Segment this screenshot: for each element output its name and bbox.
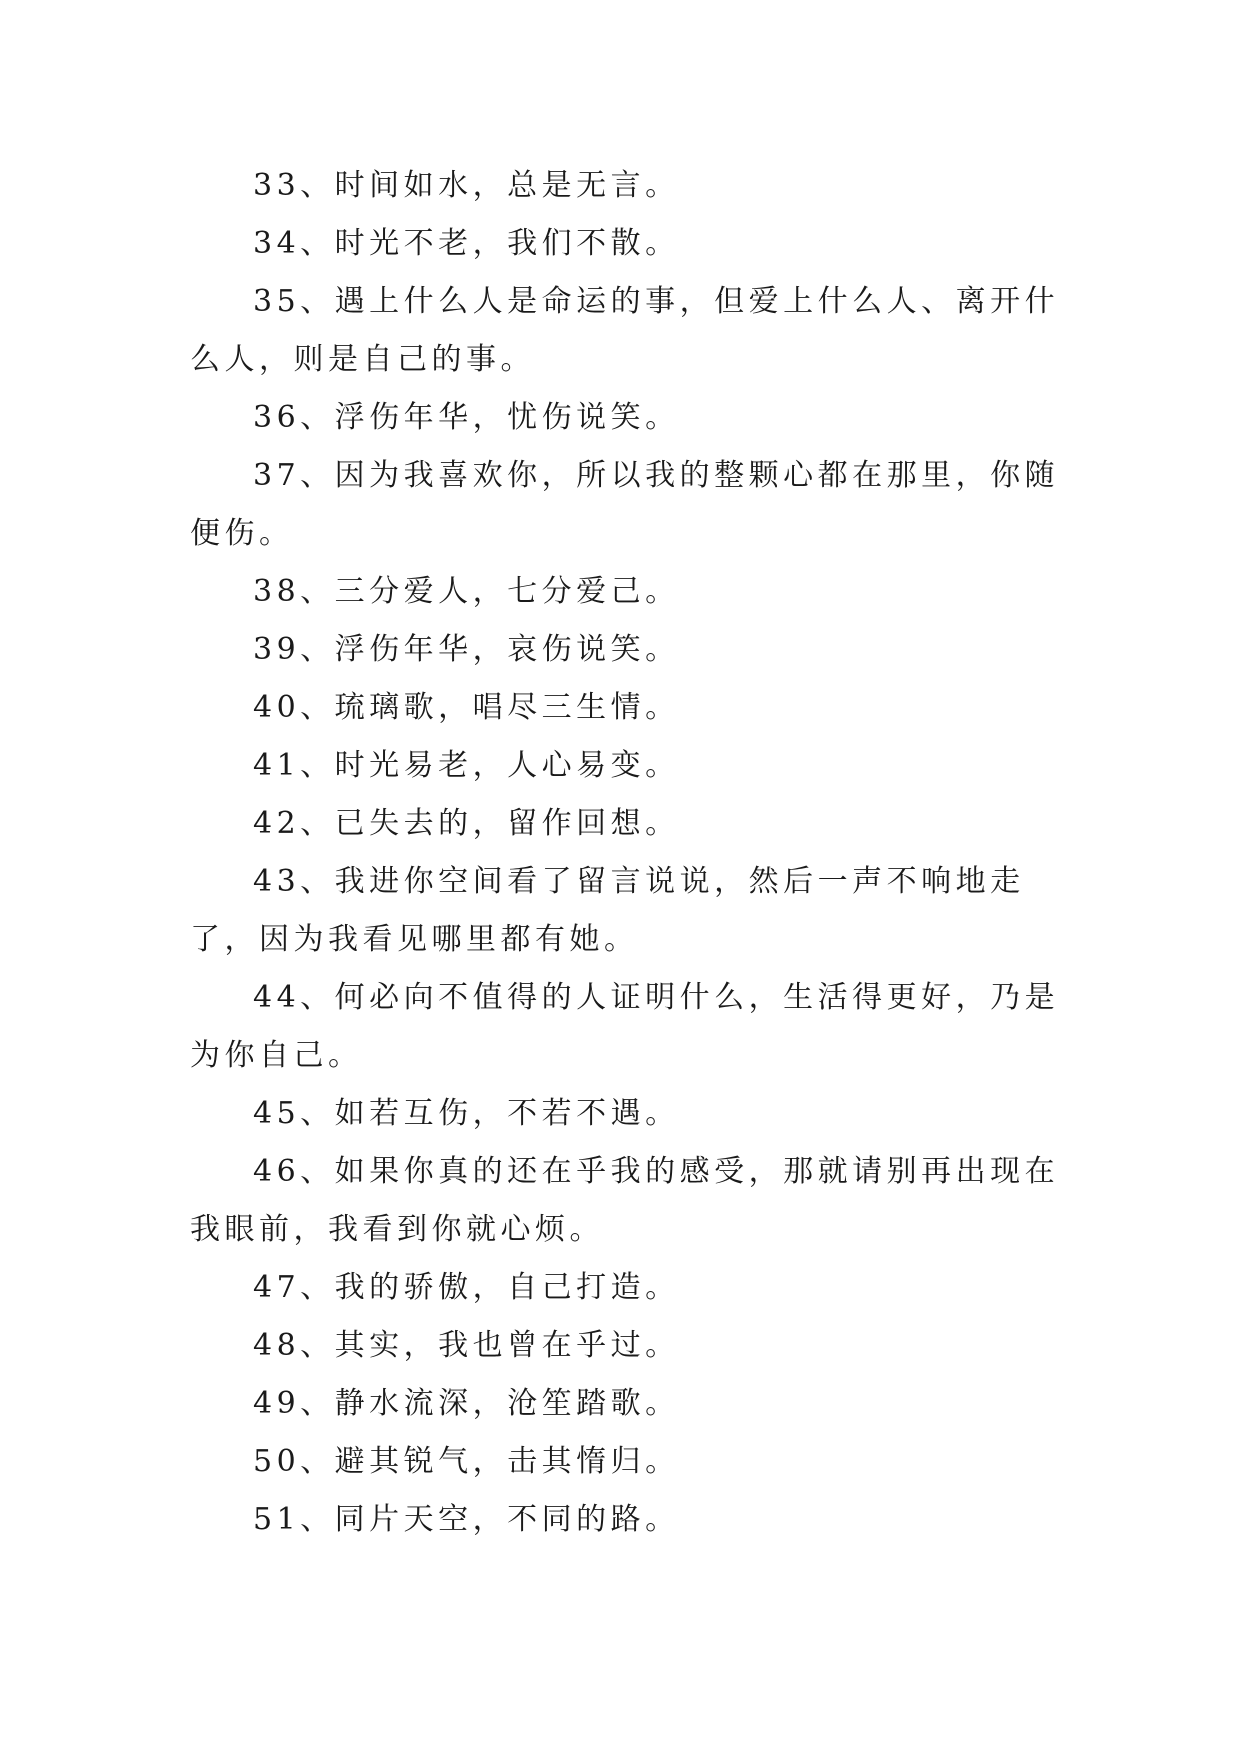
- quote-50: 50、避其锐气，击其惰归。: [253, 1444, 680, 1479]
- quote-37: 37、因为我喜欢你，所以我的整颗心都在那里，你随便伤。: [190, 458, 1060, 551]
- quote-47: 47、我的骄傲，自己打造。: [253, 1270, 680, 1305]
- quote-36: 36、浮伤年华，忧伤说笑。: [253, 400, 680, 435]
- quote-48: 48、其实，我也曾在乎过。: [253, 1328, 680, 1363]
- quote-38: 38、三分爱人，七分爱己。: [253, 574, 680, 609]
- quote-34: 34、时光不老，我们不散。: [253, 226, 680, 261]
- quote-44: 44、何必向不值得的人证明什么，生活得更好，乃是为你自己。: [190, 980, 1060, 1073]
- quote-40: 40、琉璃歌，唱尽三生情。: [253, 690, 680, 725]
- quote-43: 43、我进你空间看了留言说说，然后一声不响地走了，因为我看见哪里都有她。: [190, 864, 1025, 957]
- quote-51: 51、同片天空，不同的路。: [253, 1502, 680, 1537]
- quote-39: 39、浮伤年华，哀伤说笑。: [253, 632, 680, 667]
- quote-46: 46、如果你真的还在乎我的感受，那就请别再出现在我眼前，我看到你就心烦。: [190, 1154, 1060, 1247]
- quote-49: 49、静水流深，沧笙踏歌。: [253, 1386, 680, 1421]
- quote-45: 45、如若互伤，不若不遇。: [253, 1096, 680, 1131]
- quote-35: 35、遇上什么人是命运的事，但爱上什么人、离开什么人，则是自己的事。: [190, 284, 1060, 377]
- document-page: [190, 157, 1060, 1549]
- quote-42: 42、已失去的，留作回想。: [253, 806, 680, 841]
- quote-41: 41、时光易老，人心易变。: [253, 748, 680, 783]
- quote-33: 33、时间如水，总是无言。: [253, 168, 680, 203]
